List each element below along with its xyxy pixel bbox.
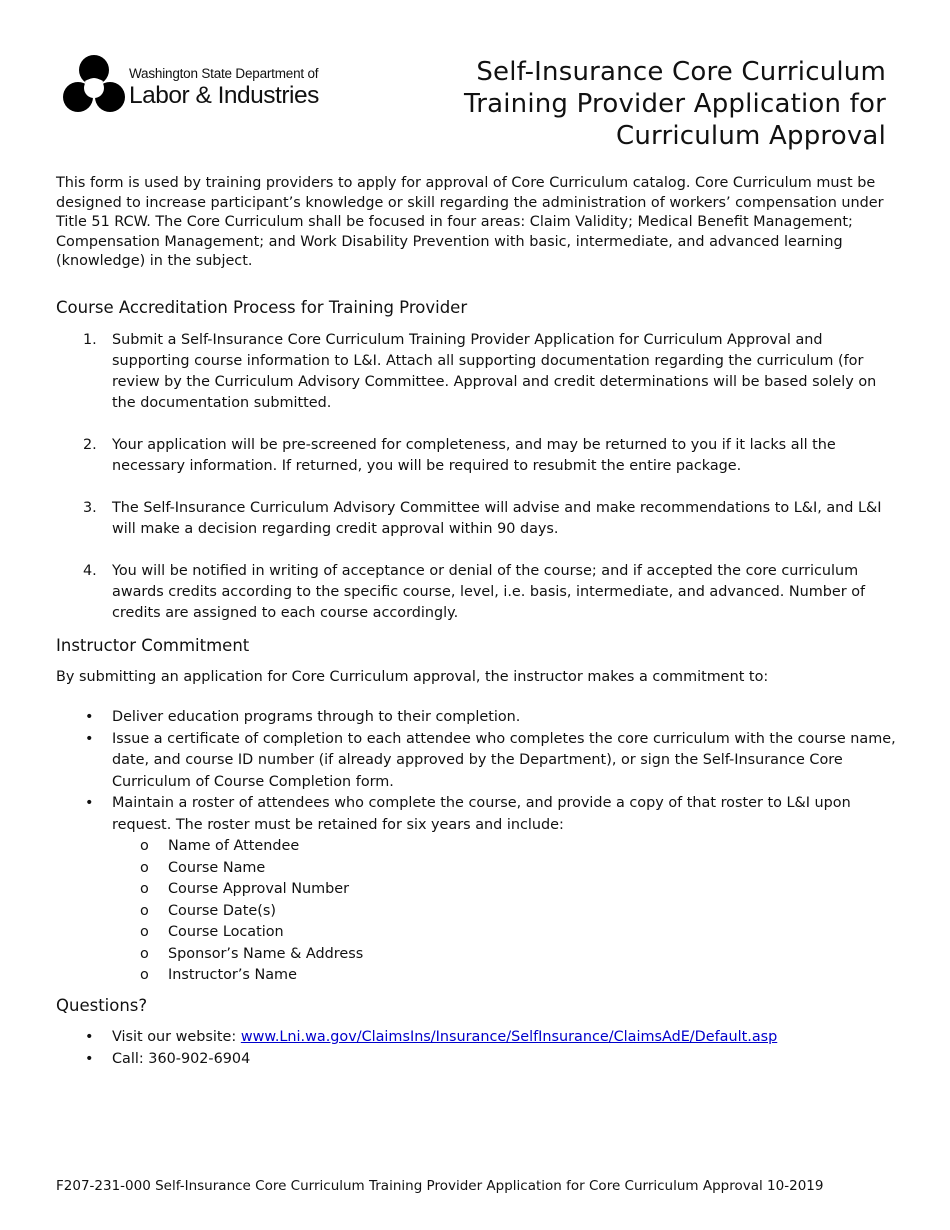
list-item-text: Maintain a roster of attendees who complete the course, and provide a copy of that roster to L&I upon request. The roster must be retained for six years and include:	[112, 795, 851, 833]
roster-item-text: Instructor’s Name	[168, 967, 297, 983]
bullet-icon: •	[85, 730, 94, 747]
process-steps	[56, 330, 896, 645]
roster-item-text: Course Approval Number	[168, 881, 350, 897]
commitment-intro: By submitting an application for Core Curriculum approval, the instructor makes a commitment to:	[56, 669, 769, 685]
list-item-text: Issue a certificate of completion to each attendee who completes the core curriculum with the course name, date, and course ID number (if already approved by the Department), or sign the Self-Insurance Core Curriculum of Course Completion form.	[112, 730, 896, 790]
sub-bullet-icon: o	[140, 838, 149, 854]
roster-item-text: Course Name	[168, 859, 266, 876]
roster-item	[112, 836, 896, 858]
commitment-heading: Instructor Commitment	[56, 636, 250, 655]
sub-bullet-icon: o	[140, 902, 149, 919]
step-number: 2.	[83, 437, 97, 453]
roster-item-text: Course Location	[168, 924, 284, 940]
logo-agency-line: Washington State Department of	[129, 66, 319, 81]
list-item	[56, 1027, 896, 1049]
list-item	[56, 1049, 896, 1071]
roster-item	[112, 858, 896, 880]
roster-item	[112, 879, 896, 901]
bullet-icon: •	[85, 1050, 94, 1067]
step-text: The Self-Insurance Curriculum Advisory Committee will advise and make recommendations to L&I, and L&I will make a decision regarding credit approval within 90 days.	[112, 500, 882, 537]
bullet-icon: •	[85, 795, 94, 811]
step-number: 4.	[83, 563, 97, 579]
roster-item	[112, 901, 896, 923]
intro-paragraph: This form is used by training providers to apply for approval of Core Curriculum catalog. Core Curriculum must be designed to increase participant’s knowledge or skill regarding the administration of workers’ compensation under Title 51 RCW. The Core Curriculum shall be focused in four areas: Claim Validity; Medical Benefit Management; Compensation Management; and Work Disability Prevention with basic, intermediate, and advanced learning (knowledge) in the subject.	[56, 175, 884, 269]
process-heading: Course Accreditation Process for Training Provider	[56, 298, 468, 317]
sub-bullet-icon: o	[140, 945, 149, 962]
step-text: Submit a Self-Insurance Core Curriculum Training Provider Application for Curriculum Approval and supporting course information to L&I. Attach all supporting documentation regarding the curriculum (for review by the Curriculum Advisory Committee. Approval and credit determinations will be based solely on the documentation submitted.	[112, 332, 877, 411]
process-step	[56, 435, 896, 477]
phone-text: Call: 360-902-6904	[112, 1050, 251, 1067]
title-line-3: Curriculum Approval	[615, 121, 886, 151]
roster-list	[112, 836, 896, 987]
roster-item-text: Name of Attendee	[168, 838, 300, 854]
list-item	[56, 707, 896, 729]
roster-item	[112, 922, 896, 944]
form-footer: F207-231-000 Self-Insurance Core Curriculum Training Provider Application for Core Curriculum Approval 10-2019	[56, 1178, 824, 1194]
questions-heading: Questions?	[56, 996, 148, 1015]
roster-item-text: Sponsor’s Name & Address	[168, 945, 364, 962]
list-item	[56, 793, 896, 987]
sub-bullet-icon: o	[140, 859, 149, 876]
roster-item-text: Course Date(s)	[168, 902, 276, 919]
process-step	[56, 498, 896, 540]
logo-agency-name: Labor & Industries	[129, 82, 319, 109]
agency-logo	[63, 54, 333, 118]
roster-item	[112, 944, 896, 966]
sub-bullet-icon: o	[140, 924, 149, 940]
questions-list	[56, 1027, 896, 1070]
list-item-text: Deliver education programs through to their completion.	[112, 709, 521, 725]
list-item	[56, 729, 896, 794]
bullet-icon: •	[85, 709, 94, 725]
step-text: You will be notified in writing of acceptance or denial of the course; and if accepted the core curriculum awards credits according to the specific course, level, i.e. basis, intermediate, and advanced. Number of credits are assigned to each course accordingly.	[112, 563, 866, 621]
website-label: Visit our website:	[112, 1029, 241, 1045]
page-title	[406, 56, 886, 152]
website-link[interactable]: www.Lni.wa.gov/ClaimsIns/Insurance/SelfInsurance/ClaimsAdE/Default.asp	[240, 1029, 778, 1045]
commitment-list	[56, 707, 896, 987]
bullet-icon: •	[85, 1029, 94, 1045]
process-step	[56, 330, 896, 414]
process-step	[56, 561, 896, 624]
sub-bullet-icon: o	[140, 881, 149, 897]
roster-item	[112, 965, 896, 987]
title-line-2: Training Provider Application for	[463, 89, 886, 119]
sub-bullet-icon: o	[140, 967, 149, 983]
title-line-1: Self-Insurance Core Curriculum	[476, 57, 886, 87]
step-number: 3.	[83, 500, 97, 516]
lni-logo-icon	[63, 54, 125, 118]
step-text: Your application will be pre-screened for completeness, and may be returned to you if it lacks all the necessary information. If returned, you will be required to resubmit the entire package.	[112, 437, 836, 474]
step-number: 1.	[83, 332, 97, 348]
